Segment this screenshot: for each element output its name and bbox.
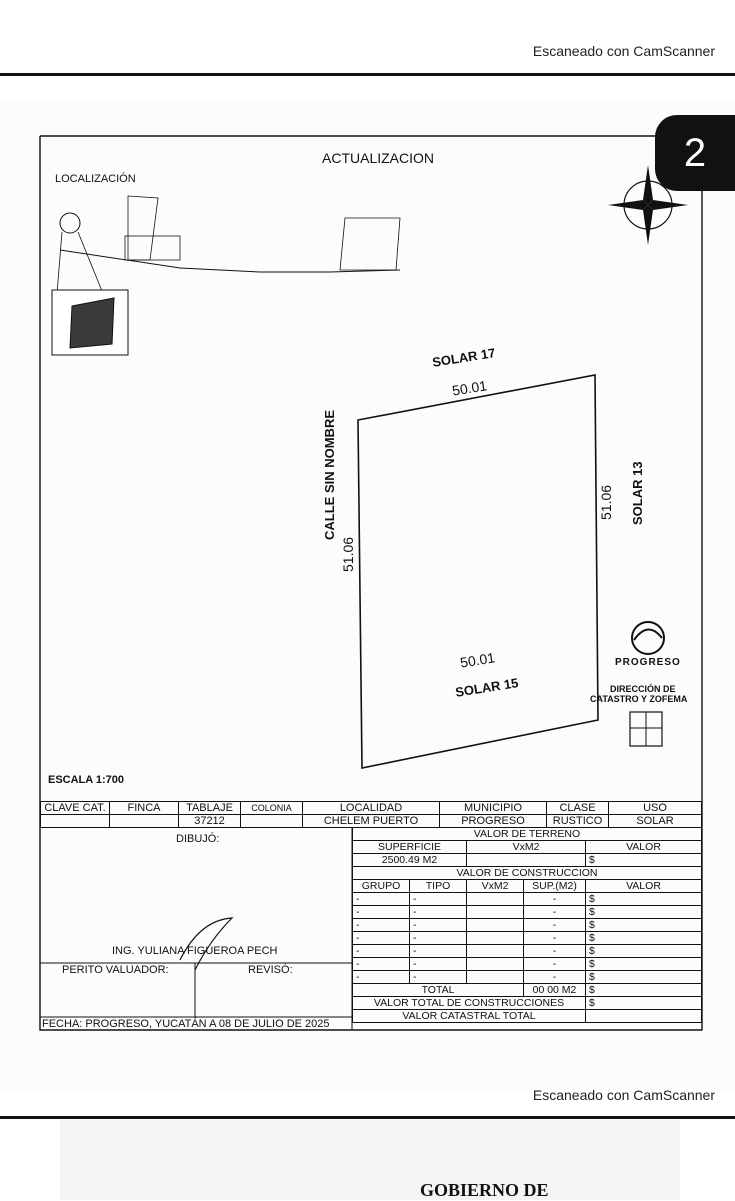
drawing-label: DIBUJÓ: (176, 833, 220, 845)
cell: $ (586, 919, 702, 932)
header-cell: TABLAJE (179, 802, 241, 815)
dim-bottom: 50.01 (458, 649, 497, 671)
cell: - (524, 893, 586, 906)
construccion-header-row (353, 880, 702, 893)
cell: - (353, 971, 410, 984)
page-number-badge: 2 (655, 115, 735, 191)
valuation-table (352, 827, 702, 1023)
cell: - (410, 932, 467, 945)
cell: - (410, 919, 467, 932)
cadastral-sheet (0, 100, 735, 1090)
terreno-title: VALOR DE TERRENO (353, 828, 702, 841)
perito-label: PERITO VALUADOR: (62, 964, 169, 976)
scanner-header (0, 0, 735, 75)
location-marker (60, 213, 80, 233)
date-label: FECHA: PROGRESO, YUCATÁN A 08 DE JULIO DE 2025 (42, 1018, 330, 1030)
value-cell (41, 815, 110, 828)
bottom-divider (0, 1116, 735, 1119)
total-construcciones-value: $ (586, 997, 702, 1010)
total-construcciones-label: VALOR TOTAL DE CONSTRUCCIONES (353, 997, 586, 1010)
value-cell: CHELEM PUERTO (303, 815, 440, 828)
cell: - (353, 906, 410, 919)
cell: - (353, 958, 410, 971)
cell (467, 919, 524, 932)
top-divider (0, 73, 735, 76)
header-cell: USO (609, 802, 702, 815)
dim-top: 50.01 (450, 377, 489, 399)
total-label: TOTAL (353, 984, 524, 997)
cell: - (410, 971, 467, 984)
cell: $ (586, 971, 702, 984)
scanner-watermark-bottom: Escaneado con CamScanner (532, 1087, 715, 1103)
cell: - (410, 906, 467, 919)
cell: - (353, 945, 410, 958)
cell: - (353, 919, 410, 932)
value-cell (241, 815, 303, 828)
construccion-title: VALOR DE CONSTRUCCION (353, 867, 702, 880)
cell (467, 932, 524, 945)
superficie-value: 2500.49 M2 (353, 854, 467, 867)
neighbor-block (340, 218, 400, 270)
construccion-row (353, 958, 702, 971)
street-label: CALLE SIN NOMBRE (322, 410, 337, 540)
cell: - (524, 932, 586, 945)
header-cell: CLAVE CAT. (41, 802, 110, 815)
terreno-value-row (353, 854, 702, 867)
seal-dept-2: CATASTRO Y ZOFEMA (590, 694, 688, 704)
valor-catastral-value (586, 1010, 702, 1023)
property-table (40, 801, 702, 828)
road-line (60, 250, 400, 272)
cell: - (353, 932, 410, 945)
lot-inset-shape (70, 298, 114, 348)
value-cell: SOLAR (609, 815, 702, 828)
property-value-row (41, 815, 702, 828)
seal-city: PROGRESO (615, 657, 681, 668)
construccion-row (353, 971, 702, 984)
cell: $ (586, 958, 702, 971)
total-value: $ (586, 984, 702, 997)
terreno-header: VALOR (586, 841, 702, 854)
valor-catastral-row (353, 1010, 702, 1023)
solar-13-label: SOLAR 13 (630, 461, 645, 525)
construccion-row (353, 919, 702, 932)
cell: - (353, 893, 410, 906)
construccion-header: GRUPO (353, 880, 410, 893)
catastro-seal-icon (630, 712, 662, 746)
vxm2-value (467, 854, 586, 867)
cell: - (524, 906, 586, 919)
cell: - (410, 958, 467, 971)
cell: - (524, 945, 586, 958)
lot-polygon (358, 375, 598, 768)
terreno-header-row (353, 841, 702, 854)
scanner-watermark-top: Escaneado con CamScanner (532, 43, 715, 59)
total-sup: 00 00 M2 (524, 984, 586, 997)
value-cell: RUSTICO (547, 815, 609, 828)
location-label: LOCALIZACIÓN (55, 173, 136, 185)
plan-title: ACTUALIZACION (322, 150, 435, 166)
total-row (353, 984, 702, 997)
header-cell: LOCALIDAD (303, 802, 440, 815)
progreso-logo (632, 622, 664, 654)
header-cell: FINCA (110, 802, 179, 815)
cell (467, 906, 524, 919)
cell: - (524, 919, 586, 932)
cell: $ (586, 893, 702, 906)
next-page-heading: GOBIERNO DE (420, 1180, 549, 1200)
construccion-header: VALOR (586, 880, 702, 893)
solar-15-label: SOLAR 15 (454, 675, 520, 700)
dim-left: 51.06 (340, 536, 356, 572)
construccion-header: TIPO (410, 880, 467, 893)
next-page-preview (60, 1120, 680, 1200)
seal-dept-1: DIRECCIÓN DE (610, 684, 676, 694)
solar-17-label: SOLAR 17 (431, 345, 497, 370)
cell: - (410, 893, 467, 906)
cell (467, 958, 524, 971)
construccion-row (353, 945, 702, 958)
cell: $ (586, 906, 702, 919)
cell: - (524, 971, 586, 984)
cell (467, 971, 524, 984)
header-cell: CLASE (547, 802, 609, 815)
header-cell: COLONIA (241, 802, 303, 815)
cell: - (524, 958, 586, 971)
value-cell (110, 815, 179, 828)
cell: $ (586, 945, 702, 958)
cell (467, 945, 524, 958)
scale-label: ESCALA 1:700 (48, 774, 125, 786)
construccion-row (353, 893, 702, 906)
cell: $ (586, 932, 702, 945)
value-cell: PROGRESO (440, 815, 547, 828)
valor-value: $ (586, 854, 702, 867)
value-cell: 37212 (179, 815, 241, 828)
cell: - (410, 945, 467, 958)
construccion-row (353, 932, 702, 945)
cell (467, 893, 524, 906)
reviso-label: REVISÓ: (248, 964, 293, 976)
header-cell: MUNICIPIO (440, 802, 547, 815)
valor-catastral-label: VALOR CATASTRAL TOTAL (353, 1010, 586, 1023)
total-construcciones-row (353, 997, 702, 1010)
property-header-row (41, 802, 702, 815)
construccion-header: VxM2 (467, 880, 524, 893)
dim-right: 51.06 (598, 484, 614, 520)
terreno-header: VxM2 (467, 841, 586, 854)
construccion-row (353, 906, 702, 919)
terreno-header: SUPERFICIE (353, 841, 467, 854)
construccion-header: SUP.(M2) (524, 880, 586, 893)
engineer-name: ING. YULIANA FIGUEROA PECH (112, 945, 278, 957)
